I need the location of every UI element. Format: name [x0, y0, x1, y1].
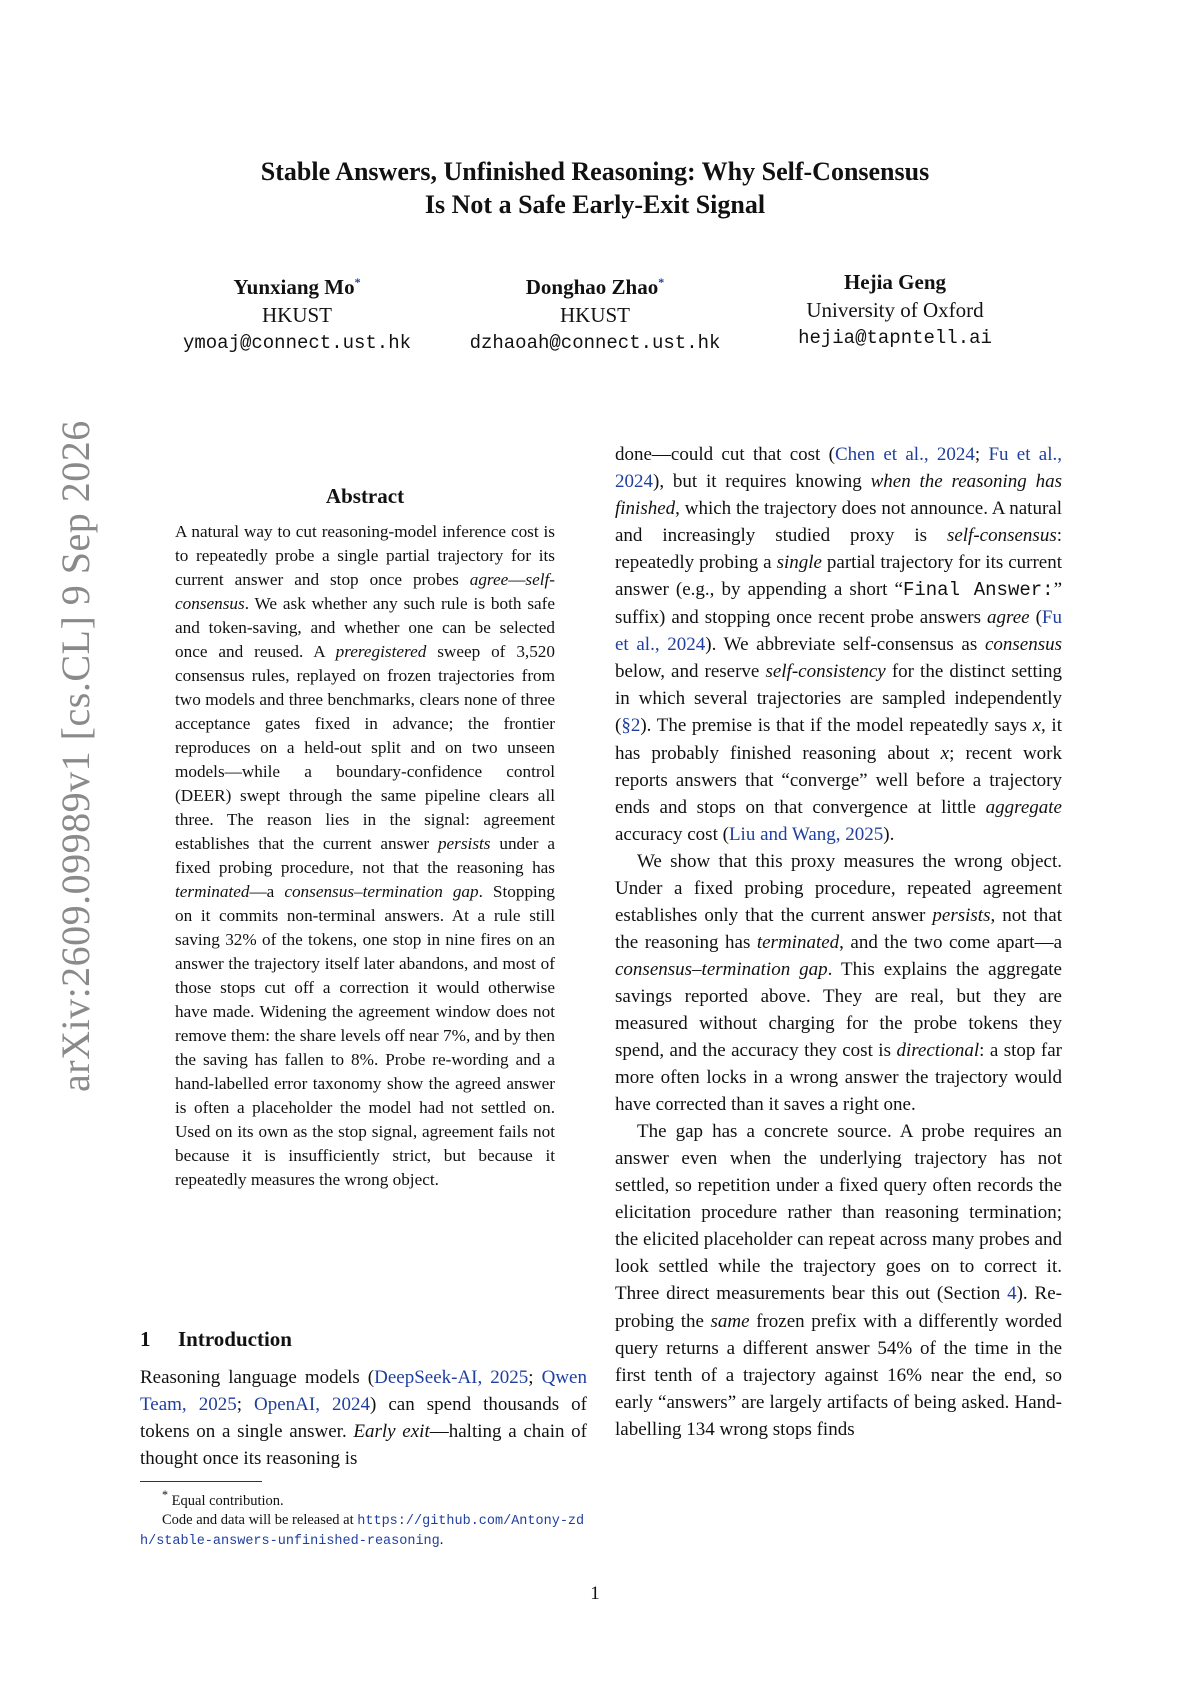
author-affiliation: HKUST: [559, 303, 630, 327]
abstract-heading: Abstract: [325, 484, 405, 508]
section-reference-link[interactable]: 4: [1007, 1283, 1017, 1305]
footnote-rule: [140, 1481, 262, 1482]
section-number: 1: [140, 1327, 151, 1351]
footnote-text: Equal contribution.: [171, 1492, 284, 1509]
citation-link[interactable]: Chen et al., 2024: [834, 444, 975, 465]
citation-link[interactable]: Fu et al., 2024: [615, 607, 1062, 656]
author-email: hejia@tapntell.ai: [798, 327, 992, 349]
equal-contribution-mark[interactable]: *: [354, 275, 361, 289]
footnote: * Equal contribution. Code and data will be released at https://github.com/Antony-zdh/stable-answers-unfinished-reasoning.: [140, 1488, 585, 1549]
section-title: Introduction: [178, 1327, 292, 1351]
section-reference-link[interactable]: §2: [621, 715, 641, 737]
equal-contribution-mark[interactable]: *: [658, 275, 665, 289]
section-heading: [140, 1327, 292, 1352]
intro-paragraph: Reasoning language models (DeepSeek-AI, 2025; Qwen Team, 2025; OpenAI, 2024) can spend thousands of tokens on a single answer. Early exit—halting a chain of thought once its reasoning is: [140, 1367, 588, 1469]
code-release-link[interactable]: https://github.com/Antony-zdh/stable-answers-unfinished-reasoning: [140, 1513, 585, 1549]
right-column: [615, 441, 1062, 1443]
author-email: ymoaj@connect.ust.hk: [182, 332, 412, 354]
author-affiliation: HKUST: [261, 303, 332, 327]
author-block: [745, 268, 1045, 352]
citation-link[interactable]: OpenAI, 2024: [254, 1394, 371, 1415]
author-name: Hejia Geng: [843, 270, 947, 294]
abstract-body: [175, 520, 555, 1192]
paragraph: done—could cut that cost (Chen et al., 2024; Fu et al., 2024), but it requires knowing when the reasoning has finished, which the trajectory does not announce. A natural and increasingly studied proxy is self-consensus: repeatedly probing a single partial trajectory for its current answer (e.g., by appending a short “Final Answer:” suffix) and stopping once recent probe answers agree (Fu et al., 2024). We abbreviate self-consensus as consensus below, and reserve self-consistency for the distinct setting in which several trajectories are sampled independently (§2). The premise is that if the model repeatedly says x, it has probably finished reasoning about x; recent work reports answers that “converge” well before a trajectory ends and stops on that convergence at little aggregate accuracy cost (Liu and Wang, 2025).: [615, 444, 1063, 845]
footnote-mark: *: [162, 1488, 169, 1502]
citation-link[interactable]: DeepSeek-AI, 2025: [374, 1367, 529, 1388]
author-block: [147, 268, 447, 357]
title-line-1: Stable Answers, Unfinished Reasoning: Why Self-Consensus: [260, 157, 930, 186]
arxiv-identifier: arXiv:2609.09989v1 [cs.CL] 9 Sep 2026: [53, 420, 98, 1092]
author-block: [445, 268, 745, 357]
citation-link[interactable]: Fu et al., 2024: [615, 444, 1063, 493]
page-number: 1: [590, 1583, 600, 1604]
title-line-2: Is Not a Safe Early-Exit Signal: [424, 190, 766, 219]
citation-link[interactable]: Qwen Team, 2025: [140, 1367, 587, 1415]
paragraph: The gap has a concrete source. A probe requires an answer even when the underlying trajectory has not settled, so repetition under a fixed query often records the elicitation procedure rather than reasoning termination; the elicited placeholder can repeat across many probes and look settled while the trajectory goes on to correct it. Three direct measurements bear this out (Section 4). Re-probing the same frozen prefix with a differently worded query returns a different answer 54% of the time in the first tenth of a trajectory against 16% near the end, so early “answers” are largely artifacts of being asked. Hand-labelling 134 wrong stops finds: [615, 1121, 1062, 1440]
author-email: dzhaoah@connect.ust.hk: [469, 332, 721, 354]
inline-code: Final Answer:: [902, 579, 1054, 602]
author-name: Yunxiang Mo: [233, 275, 355, 299]
paragraph: We show that this proxy measures the wrong object. Under a fixed probing procedure, repeated agreement establishes only that the current answer persists, not that the reasoning has terminated, and the two come apart—a consensus–termination gap. This explains the aggregate savings reported above. They are real, but they are measured without charging for the probe tokens they spend, and the accuracy they cost is directional: a stop far more often locks in a wrong answer the trajectory would have corrected than it saves a right one.: [615, 850, 1062, 1116]
author-name: Donghao Zhao: [525, 275, 659, 299]
abstract-text: A natural way to cut reasoning-model inference cost is to repeatedly probe a single partial trajectory for its current answer and stop once probes agree—self-consensus. We ask whether any such rule is both safe and token-saving, and whether one can be selected once and reused. A preregistered sweep of 3,520 consensus rules, replayed on frozen trajectories from two models and three benchmarks, clears none of three acceptance gates fixed in advance; the frontier reproduces on a held-out split and on two unseen models—while a boundary-confidence control (DEER) swept through the same pipeline clears all three. The reason lies in the signal: agreement establishes that the current answer persists under a fixed probing procedure, not that the reasoning has terminated—a consensus–termination gap. Stopping on it commits non-terminal answers. At a rule still saving 32% of the tokens, one stop in nine fires on an answer the trajectory itself later abandons, and most of those stops cut off a correction it would otherwise have made. Widening the agreement window does not remove them: the share levels off near 7%, and by then the saving has fallen to 8%. Probe re-wording and a hand-labelled error taxonomy show the agreed answer is often a placeholder the model had not settled on. Used on its own as the stop signal, agreement fails not because it is insufficiently strict, but because it repeatedly measures the wrong object.: [175, 522, 555, 1189]
citation-link[interactable]: Liu and Wang, 2025: [728, 823, 884, 845]
author-affiliation: University of Oxford: [806, 298, 984, 322]
paper-title: [0, 155, 1190, 221]
